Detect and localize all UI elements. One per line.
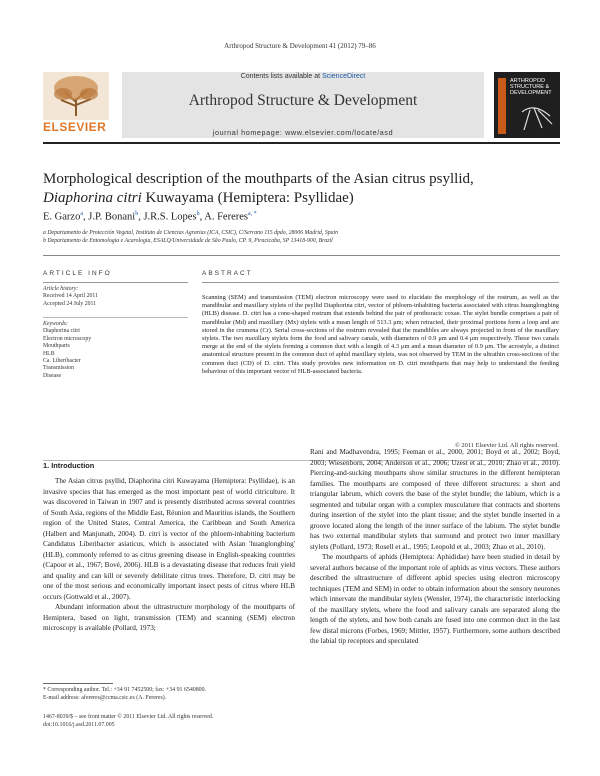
author-affil-mark: a bbox=[80, 211, 83, 217]
article-info-heading: ARTICLE INFO bbox=[43, 270, 112, 277]
header-divider bbox=[43, 255, 560, 256]
abstract-text: Scanning (SEM) and transmission (TEM) electron microscopy were used to elucidate the morphology of the rostrum, as well as the mandibular and maxillary stylets of the psyllid Diaphorina citri, vector of phloem-inhabiting bacteria associated with citrus huanglongbing (HLB) disease. D. citri has a cone-shaped rostrum that extends behind the pair of prothoracic coxae. The stylet bundle comprises a pair of mandibular (Md) and maxillary (Mx) stylets with a mean length of 513.3 μm; when retracted, their proximal portions form a loop and are stored in the crumena (Cr). Serial cross-sections of the rostrum revealed that the mandibles are always projected in front of the maxillary stylets. The two maxillary stylets form the food and salivary canals, with diameters of 0.9 μm and 0.4 μm respectively. These two canals merge at the end of the stylets forming a common duct with a length of 4.3 μm and a mean diameter of 0.9 μm. The acrostyle, a distinct anatomical structure present in the common duct of aphid maxillary stylets, was not observed by TEM in the ultrathin cross-sections of the common duct (CD) of D. citri. This study provides new information on D. citri mouthparts that may help to understand the feeding behaviour of this important vector of HLB-associated bacteria. bbox=[202, 294, 559, 375]
keyword: Diaphorina citri bbox=[43, 328, 80, 335]
author[interactable]: J.R.S. Lopes bbox=[143, 211, 197, 223]
affiliations bbox=[43, 229, 560, 245]
keywords bbox=[43, 321, 188, 380]
body-column-right bbox=[310, 447, 560, 647]
body-column-left bbox=[43, 476, 295, 634]
journal-cover-thumbnail bbox=[494, 72, 560, 138]
issn-line: 1467-8039/$ – see front matter © 2011 Elsevier Ltd. All rights reserved. bbox=[43, 714, 214, 720]
keyword: Mouthparts bbox=[43, 343, 70, 350]
author[interactable]: E. Garzo bbox=[43, 211, 81, 223]
article-title-line2 bbox=[43, 189, 560, 208]
article-title-line2-rest: Kuwayama (Hemiptera: Psyllidae) bbox=[141, 190, 354, 206]
affiliation: a Departamento de Protección Vegetal, Instituto de Ciencias Agrarias (ICA, CSIC), C/Serrano 115 dpdo, 28006 Madrid, Spain bbox=[43, 230, 339, 236]
species-name: Diaphorina citri bbox=[43, 190, 142, 206]
author-list: E. Garzo$^a$, J.P. Bonani$^b$, J.R.S. Lopes$^b$, A. Fereres$^{a, *}$ bbox=[43, 211, 257, 223]
author-affil-mark: b bbox=[196, 211, 200, 217]
author[interactable]: A. Fereres bbox=[204, 211, 248, 223]
paragraph: The mouthparts of aphids (Hemiptera: Aphididae) have been studied in detail by several authors because of the important role of aphids as virus vectors. These authors described the ultrastructure of different aphid species using electron microscopy techniques (TEM and SEM) in order to obtain information about the sensory neurones which innervate the mandibular stylets (Wensler, 1974), the characteristic interlocking of the maxillary stylets, where the food and salivary canals are separated along the length of the stylets, and how both canals are fused into one common duct in the last few distal microns (Forbes, 1969; Mittler, 1957). Furthermore, some authors described the labial tip receptors and speculated bbox=[310, 553, 560, 645]
email-address[interactable]: E-mail address: afereres@ccma.csic.es (A. Fereres). bbox=[43, 695, 167, 701]
paragraph: The Asian citrus psyllid, Diaphorina citri Kuwayama (Hemiptera: Psyllidae), is an invasive species that has emerged as the most important pest of world citriculture. It was discovered in Taiwan in 1907 and is presently distributed across several countries of South Asia, regions of the Middle East, Réunion and Mauritius islands, the Southern region of the United States, Central America, the Caribbean and South America (Halbert and Manjunath, 2004). D. citri is vector of the phloem-inhabiting bacterium Candidatus Liberibacter asiaticus, which is associated with Asian 'huanglongbing' (HLB), commonly referred to as citrus greening disease in English-speaking countries (Capoor et al., 1967; Bové, 2006). HLB is a devastating disease that reduces fruit yield and quality and can kill or severely debilitate citrus trees. Therefore, D. citri may be one of the most serious and economically important insect pests of citrus where HLB occurs (Gottwald et al., 2007). bbox=[43, 477, 295, 601]
journal-homepage[interactable]: journal homepage: www.elsevier.com/locate/asd bbox=[212, 128, 394, 137]
contents-line bbox=[122, 73, 484, 80]
section-heading-introduction: 1. Introduction bbox=[43, 461, 95, 470]
abstract-rule bbox=[202, 282, 559, 283]
cover-title: ARTHROPOD STRUCTURE & DEVELOPMENT bbox=[510, 78, 552, 96]
doi-line[interactable]: doi:10.1016/j.asd.2011.07.005 bbox=[43, 722, 115, 728]
article-title-line1: Morphological description of the mouthparts of the Asian citrus psyllid, bbox=[43, 171, 474, 187]
keyword: Ca. Liberibacter bbox=[43, 358, 81, 365]
author-affil-mark: b bbox=[135, 211, 139, 217]
journal-title: Arthropod Structure & Development bbox=[188, 92, 418, 109]
journal-citation-line: Arthropod Structure & Development 41 (2012) 79–86 bbox=[224, 42, 376, 50]
paragraph: Rani and Madhavendra, 1995; Feeman et al., 2000, 2001; Boyd et al., 2002; Boyd, 2003; Wiesenborn, 2004; Anderson et al., 2006; Uzest et al., 2010; Zhao et al., 2010). Piercing-and-sucking mouthparts show similar structures in the different hemipteran families. The mouthparts are composed of three different structures: a short and triangular labrum, which covers the base of the stylet bundle; the labium, which is a segmented and tubular organ with a complex musculature that contracts and shortens during insertion of the stylet into the plant tissue; and the stylet bundle inserted in a groove located along the length of the inner surface of the labium. The stylet bundle has two external mandibular stylets that surround and protect two inner maxillary stylets (Pollard, 1973; Rosell et al., 1995; Leopold et al., 2003; Zhao et al., 2010). bbox=[310, 448, 560, 551]
copyright-notice: © 2011 Elsevier Ltd. All rights reserved. bbox=[454, 442, 559, 449]
corresponding-author: * Corresponding author. Tel.: +34 91 7452500; fax: +34 91 6540800. bbox=[43, 687, 207, 693]
article-title bbox=[43, 170, 560, 208]
keyword: Transmission bbox=[43, 365, 75, 372]
affiliation: b Departamento de Entomologia e Acarologia, ESALQ/Universidade de São Paulo, CP. 9, Piracicaba, SP 13418-900, Brazil bbox=[43, 238, 333, 244]
sciencedirect-link[interactable]: ScienceDirect bbox=[322, 73, 366, 80]
keyword: Electron microscopy bbox=[43, 335, 92, 342]
keyword: Disease bbox=[43, 372, 62, 379]
abstract-heading: ABSTRACT bbox=[202, 270, 253, 277]
footnote bbox=[43, 686, 295, 702]
publisher-name: ELSEVIER bbox=[43, 120, 107, 134]
history-divider bbox=[43, 317, 188, 318]
keyword: HLB bbox=[43, 350, 55, 357]
article-history bbox=[43, 286, 188, 308]
received-date: Received 14 April 2011 bbox=[43, 293, 99, 300]
keywords-label: Keywords: bbox=[43, 321, 68, 327]
paragraph: Abundant information about the ultrastructure morphology of the mouthparts of Hemiptera, based on light, transmission (TEM) and scanning (SEM) electron microscopy is available (Pollard, 1973; bbox=[43, 603, 295, 632]
accepted-date: Accepted 24 July 2011 bbox=[43, 300, 97, 307]
history-label: Article history: bbox=[43, 286, 79, 292]
footnote-rule bbox=[43, 683, 113, 684]
front-matter-info bbox=[43, 713, 295, 729]
author-affil-mark: a, * bbox=[247, 211, 257, 217]
author[interactable]: J.P. Bonani bbox=[88, 211, 136, 223]
article-info-rule bbox=[43, 282, 188, 283]
contents-prefix: Contents lists available at bbox=[240, 73, 323, 80]
masthead-rule bbox=[43, 142, 560, 144]
